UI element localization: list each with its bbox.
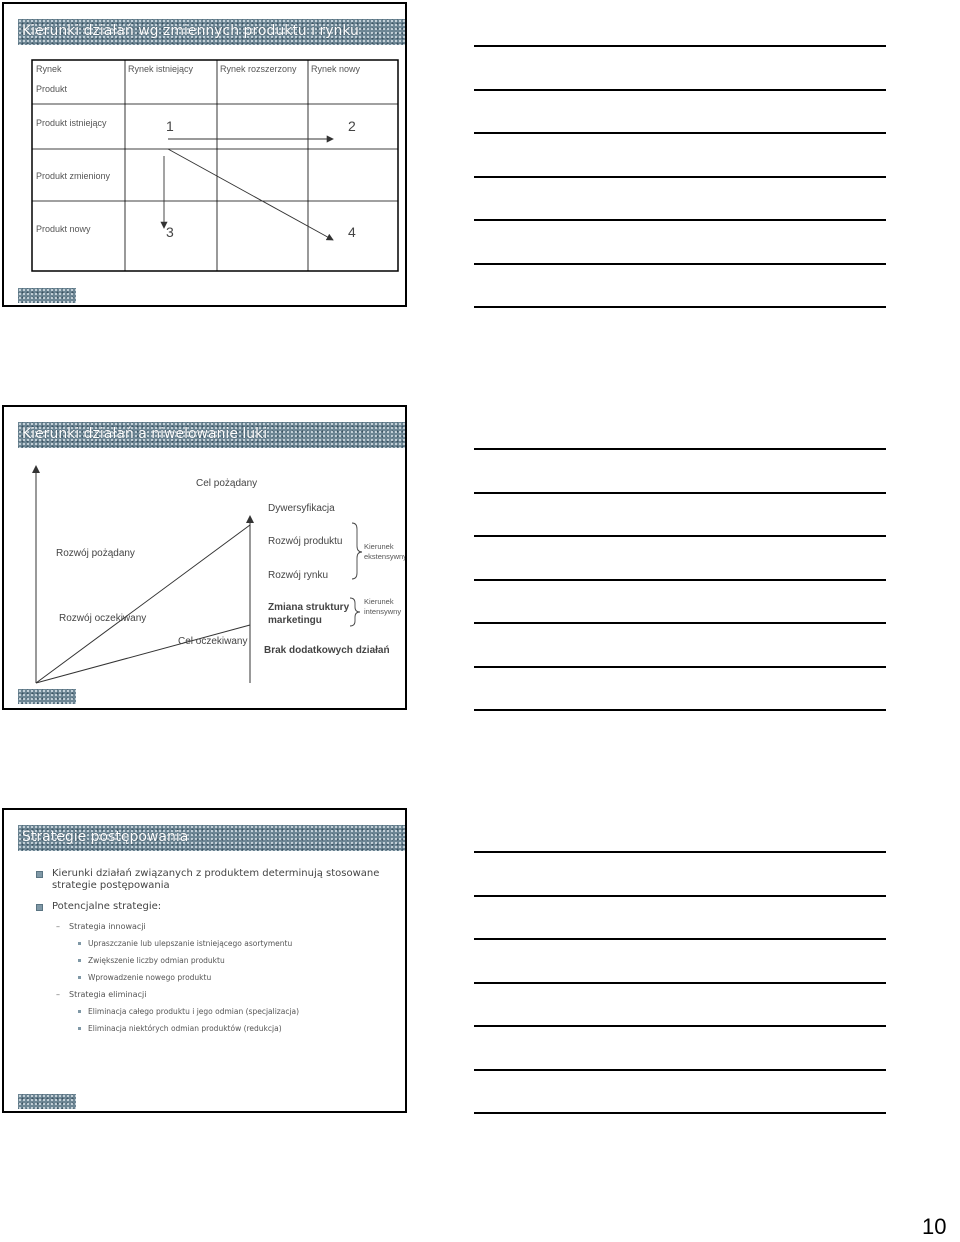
sub-sub-bullet-item: Upraszczanie lub ulepszanie istniejącego asortymentu [34,939,404,949]
note-line [474,622,886,624]
note-line [474,709,886,711]
matrix-cell: 2 [348,118,356,134]
note-line [474,176,886,178]
row-header: Produkt istniejący [36,118,107,128]
slide-title: Kierunki działań wg zmiennych produktu i rynku [22,23,359,39]
slide-strategies [2,808,407,1113]
label-rozwoj-pozadany: Rozwój pożądany [56,548,135,559]
note-line [474,219,886,221]
sub-bullet-item: – Strategia innowacji [34,922,404,932]
matrix-cell: 3 [166,224,174,240]
note-line [474,851,886,853]
col-header: Rynek istniejący [128,64,194,74]
header-rynek: Rynek [36,64,62,74]
note-line [474,45,886,47]
slide-product-market-matrix [2,2,407,307]
sub-sub-bullet-item: Wprowadzenie nowego produktu [34,973,404,983]
note-line [474,666,886,668]
note-line [474,535,886,537]
sub-sub-bullet-item: Eliminacja całego produktu i jego odmian (specjalizacja) [34,1007,404,1017]
label-rozwoj-produktu: Rozwój produktu [268,536,343,547]
note-line [474,1112,886,1114]
label-dywersyfikacja: Dywersyfikacja [268,503,335,514]
col-header: Rynek nowy [311,64,361,74]
note-line [474,263,886,265]
label-cel-pozadany: Cel pożądany [196,478,258,489]
note-line [474,895,886,897]
header-produkt: Produkt [36,84,68,94]
label-rozwoj-oczekiwany: Rozwój oczekiwany [59,613,147,624]
label-rozwoj-rynku: Rozwój rynku [268,570,329,581]
slide-title-bar [18,825,406,851]
matrix-cell: 4 [348,224,356,240]
logo-box [18,1094,76,1109]
logo-box [18,689,76,704]
note-line [474,1025,886,1027]
logo-box [18,288,76,303]
row-header: Produkt nowy [36,224,91,234]
bullet-item: Potencjalne strategie: [34,901,404,913]
sub-sub-bullet-item: Zwiększenie liczby odmian produktu [34,956,404,966]
label-cel-oczekiwany: Cel oczekiwany [178,636,248,647]
slide-title: Strategie postępowania [22,829,189,845]
note-line [474,1069,886,1071]
label-brak-dzialan: Brak dodatkowych działań [264,645,390,656]
label-kierunek: Kierunek [364,597,394,606]
extensive-brace [352,523,362,579]
col-header: Rynek rozszerzony [220,64,297,74]
product-market-matrix [4,4,407,307]
label-marketingu: marketingu [268,615,322,626]
sub-bullet-item: – Strategia eliminacji [34,990,404,1000]
row-header: Produkt zmieniony [36,171,111,181]
note-line [474,492,886,494]
note-line [474,132,886,134]
bullet-item: Kierunki działań związanych z produktem determinują stosowane strategie postępowania [34,868,404,892]
label-kierunek: Kierunek [364,542,394,551]
slide-title: Kierunki działań a niwelowanie luki [22,426,268,442]
sub-sub-bullet-item: Eliminacja niektórych odmian produktów (redukcja) [34,1024,404,1034]
bullet-list [34,868,404,1041]
note-line [474,89,886,91]
gap-diagram [4,407,407,710]
matrix-cell: 1 [166,118,174,134]
slide-gap-closing [2,405,407,710]
expected-growth-line [36,625,250,683]
note-line [474,306,886,308]
matrix-border [32,60,398,271]
page-number: 10 [922,1214,947,1239]
note-line [474,938,886,940]
note-line [474,982,886,984]
note-line [474,579,886,581]
note-line [474,448,886,450]
label-ekstensywny: ekstensywny [364,552,407,561]
label-zmiana-struktury: Zmiana struktury [268,602,350,613]
intensive-brace [350,598,360,626]
label-intensywny: intensywny [364,607,402,616]
